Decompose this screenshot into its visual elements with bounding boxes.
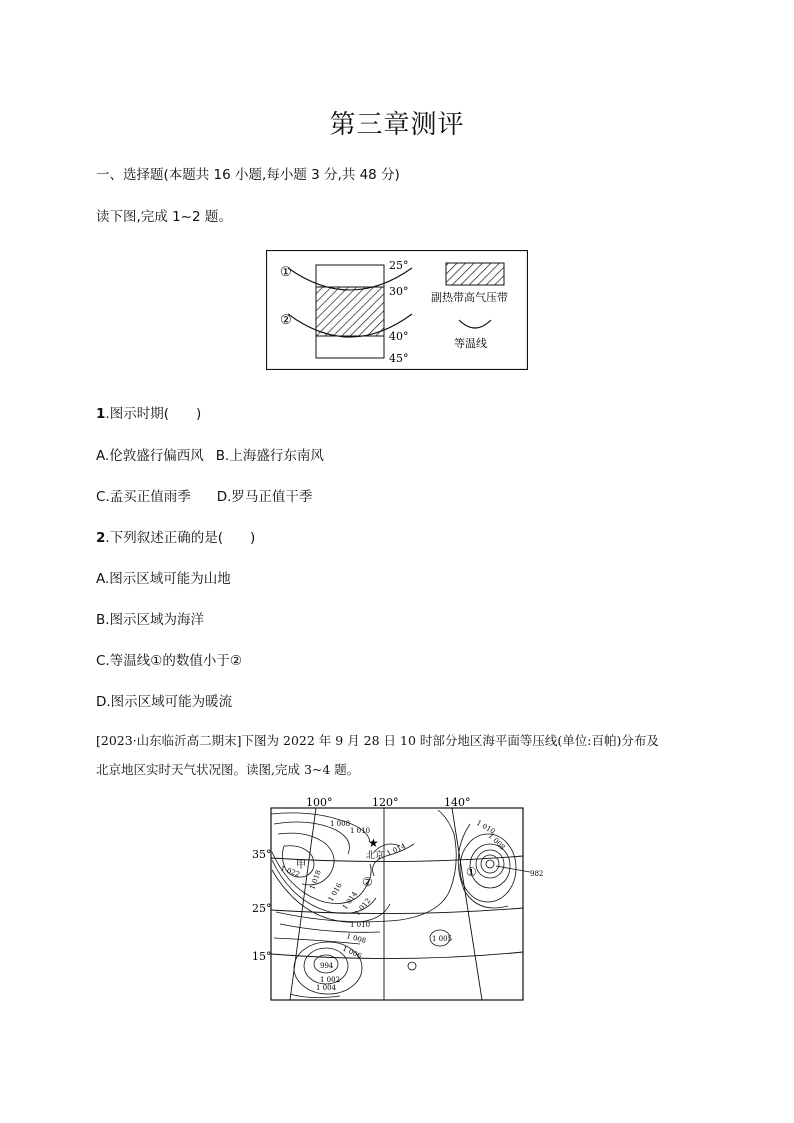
question-1 <box>96 402 201 422</box>
isotherm-1-label: ① <box>280 265 292 280</box>
isobar-1005: 1 005 <box>432 935 453 943</box>
question-1-options-row-2 <box>96 485 312 505</box>
q1-option-d: D.罗马正值干季 <box>216 489 313 505</box>
legend-hatch <box>446 263 504 285</box>
isobar-1006: 1 006 <box>341 944 363 961</box>
isobar-1010-n: 1 010 <box>350 827 371 835</box>
q2-option-a: A.图示区域可能为山地 <box>96 571 231 587</box>
page-title: 第三章测评 <box>329 110 465 140</box>
question-2-stem: .下列叙述正确的是( ) <box>105 530 256 546</box>
intro-3-4-line-2: 北京地区实时天气状况图。读图,完成 3~4 题。 <box>96 762 360 777</box>
question-1-options-row-1 <box>96 444 324 464</box>
lat-30: 30° <box>389 285 409 298</box>
isobar-1014-s: 1 014 <box>341 890 360 912</box>
isobar-1008-e: 1 008 <box>486 831 507 852</box>
figure-pressure-belt <box>266 250 528 370</box>
q1-option-b: B.上海盛行东南风 <box>215 448 324 464</box>
question-1-number: 1 <box>96 406 106 422</box>
question-1-stem: .图示时期( ) <box>105 406 202 422</box>
lat-40: 40° <box>389 330 409 343</box>
isobar-1008-s: 1 008 <box>345 932 367 946</box>
beijing-star-icon: ★ <box>368 836 379 850</box>
figure-isobar-map <box>250 794 550 1004</box>
isobar-1002: 1 002 <box>320 976 341 984</box>
question-2-number: 2 <box>96 530 106 546</box>
isobar-994: 994 <box>320 962 334 970</box>
lat-35: 35° <box>252 848 272 861</box>
lon-120: 120° <box>372 796 399 809</box>
lat-45: 45° <box>389 352 409 365</box>
point-2: ② <box>362 875 373 889</box>
figure-isobar-map-svg <box>250 794 550 1004</box>
intro-1-2: 读下图,完成 1~2 题。 <box>96 209 232 225</box>
isobar-1022: 1 022 <box>279 864 301 879</box>
isobar-1018: 1 018 <box>308 869 323 891</box>
lon-140: 140° <box>444 796 471 809</box>
figure-pressure-belt-svg <box>266 250 528 370</box>
isobar-1014-e: 1 014 <box>385 842 408 858</box>
q2-option-b: B.图示区域为海洋 <box>96 612 205 628</box>
intro-3-4-line-1: [2023·山东临沂高二期末]下图为 2022 年 9 月 28 日 10 时部分地区海平面等压线(单位:百帕)分布及 <box>96 733 659 748</box>
isobar-1012: 1 012 <box>353 896 373 918</box>
legend-isotherm-curve <box>459 320 491 328</box>
lat-25: 25° <box>252 902 272 915</box>
isobar-1016: 1 016 <box>326 881 344 903</box>
legend-isotherm-label: 等温线 <box>454 337 487 350</box>
isobar-1010-e: 1 010 <box>475 818 497 836</box>
q1-option-a: A.伦敦盛行偏西风 <box>96 448 204 464</box>
question-2 <box>96 526 255 546</box>
isobar-982: 982 <box>530 870 544 878</box>
isobar-values <box>279 819 543 992</box>
isobar-1008-n: 1 008 <box>330 820 351 828</box>
high-pressure-belt <box>316 287 384 336</box>
map-frame <box>271 808 523 1000</box>
section-heading: 一、选择题(本题共 16 小题,每小题 3 分,共 48 分) <box>96 167 400 183</box>
point-jia: 甲 <box>296 860 306 871</box>
isobar-1004: 1 004 <box>316 984 337 992</box>
q2-option-c: C.等温线①的数值小于② <box>96 653 242 669</box>
point-1: ① <box>466 865 477 879</box>
legend-high-pressure-label: 副热带高气压带 <box>431 291 508 304</box>
lon-100: 100° <box>306 796 333 809</box>
q2-option-d: D.图示区域可能为暖流 <box>96 694 233 710</box>
beijing-label: 北京 <box>366 851 385 861</box>
q1-option-c: C.孟买正值雨季 <box>96 489 191 505</box>
isotherm-2-label: ② <box>280 313 292 328</box>
lat-15: 15° <box>252 950 272 963</box>
isobar-1010-s: 1 010 <box>350 921 371 929</box>
lat-25: 25° <box>389 259 409 272</box>
